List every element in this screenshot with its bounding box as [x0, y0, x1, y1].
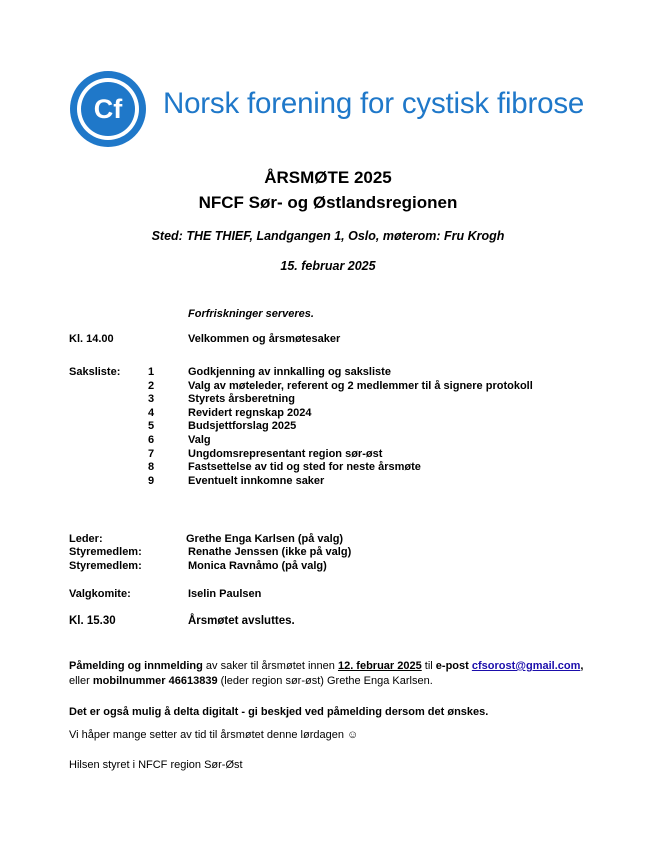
registration-line-2 — [69, 675, 433, 687]
agenda-item-number: 2 — [147, 379, 155, 392]
agenda-item-number: 1 — [147, 366, 155, 378]
agenda-item-text: Valg av møteleder, referent og 2 medlemmer til å signere protokoll — [188, 379, 533, 392]
agenda-item-number: 8 — [147, 461, 155, 474]
end-text: Årsmøtet avsluttes. — [188, 615, 295, 627]
board-name: Grethe Enga Karlsen (på valg) — [186, 533, 344, 545]
logo-text: Cf — [93, 94, 123, 124]
board-role: Styremedlem: — [69, 560, 142, 572]
registration-lead: Påmelding og innmelding — [69, 660, 203, 672]
agenda-item-text: Godkjenning av innkalling og saksliste — [188, 366, 391, 378]
agenda-item-text: Revidert regnskap 2024 — [188, 406, 312, 419]
board-role: Styremedlem: — [69, 546, 142, 558]
organization-name: Norsk forening for cystisk fibrose — [163, 87, 585, 120]
agenda-item-number: 7 — [147, 447, 155, 460]
agenda-item-number: 9 — [147, 474, 155, 487]
agenda-item-text: Styrets årsberetning — [188, 393, 295, 406]
email-label: e-post — [435, 660, 469, 672]
agenda-item-text: Budsjettforslag 2025 — [188, 420, 297, 433]
digital-note: Det er også mulig å delta digitalt - gi beskjed ved påmelding dersom det ønskes. — [69, 706, 489, 718]
agenda-item-number: 5 — [147, 420, 155, 433]
agenda-label: Saksliste: — [69, 366, 121, 378]
cf-logo-icon — [69, 70, 147, 148]
agenda-item-number: 4 — [147, 406, 155, 419]
board-name: Renathe Jenssen (ikke på valg) — [188, 546, 352, 558]
agenda-item-text: Eventuelt innkomne saker — [188, 474, 325, 487]
end-time: Kl. 15.30 — [69, 615, 116, 627]
email-link[interactable]: cfsorost@gmail.com — [471, 660, 581, 672]
board-role: Leder: — [69, 533, 103, 545]
registration-line-1 — [69, 660, 583, 672]
meeting-title: ÅRSMØTE 2025 — [264, 168, 392, 187]
agenda-item-text: Fastsettelse av tid og sted for neste årsmøte — [188, 461, 421, 474]
board-name: Monica Ravnåmo (på valg) — [188, 560, 327, 572]
registration-text: (leder region sør-øst) Grethe Enga Karlsen. — [217, 675, 433, 687]
signoff: Hilsen styret i NFCF region Sør-Øst — [69, 759, 243, 771]
committee-name: Iselin Paulsen — [188, 588, 262, 600]
organization-logo — [69, 70, 147, 148]
region-title: NFCF Sør- og Østlandsregionen — [198, 193, 458, 212]
registration-text: til — [421, 660, 436, 672]
meeting-date: 15. februar 2025 — [280, 259, 376, 273]
start-time: Kl. 14.00 — [69, 333, 114, 345]
agenda-item-text: Ungdomsrepresentant region sør-øst — [188, 447, 383, 460]
agenda-item-text: Valg — [188, 434, 211, 446]
agenda-item-number: 3 — [147, 393, 155, 406]
refreshments-note: Forfriskninger serveres. — [188, 308, 314, 320]
venue: Sted: THE THIEF, Landgangen 1, Oslo, møterom: Fru Krogh — [151, 229, 505, 243]
hope-note: Vi håper mange setter av tid til årsmøtet denne lørdagen ☺ — [69, 729, 359, 741]
registration-comma: , — [580, 660, 584, 672]
start-text: Velkommen og årsmøtesaker — [188, 333, 341, 345]
committee-role: Valgkomite: — [69, 588, 131, 600]
phone-number: mobilnummer 46613839 — [92, 675, 218, 687]
agenda-item-number: 6 — [147, 434, 155, 446]
registration-text: eller — [69, 675, 93, 687]
registration-deadline: 12. februar 2025 — [337, 660, 422, 672]
registration-text: av saker til årsmøtet innen — [202, 660, 338, 672]
